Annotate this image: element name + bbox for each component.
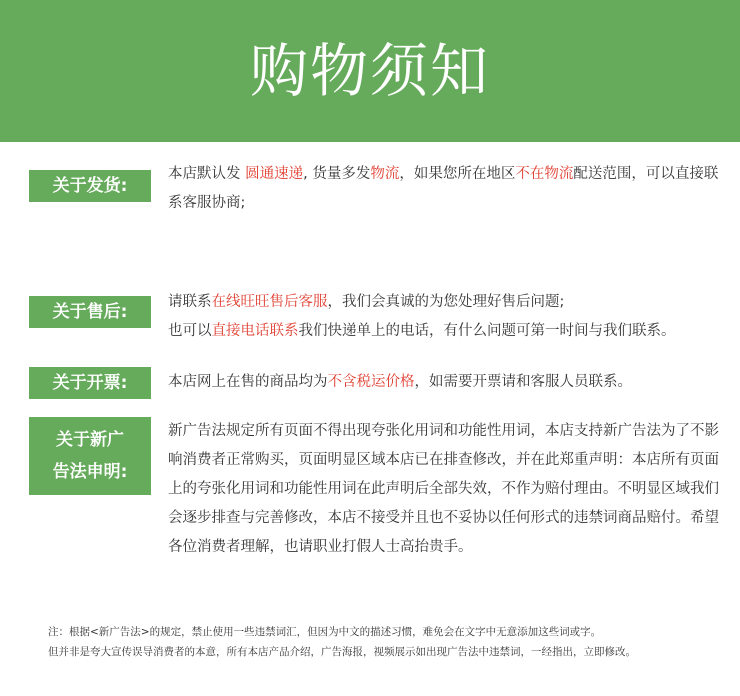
shipping-red-3: 不在物流 xyxy=(515,166,574,182)
text-shipping xyxy=(168,160,720,218)
label-shipping: 关于发货: xyxy=(29,170,151,202)
aftersale-line1-b: ，我们会真诚的为您处理好售后问题; xyxy=(327,294,565,310)
label-invoice: 关于开票: xyxy=(29,367,151,399)
adlaw-label-line1: 关于新广 xyxy=(56,430,124,450)
footnote xyxy=(48,622,728,662)
adlaw-label-line2: 告法申明: xyxy=(52,462,128,482)
shipping-text-3: ，如果您所在地区 xyxy=(399,166,516,182)
aftersale-line1-a: 请联系 xyxy=(168,294,212,310)
aftersale-line1-red: 在线旺旺售后客服 xyxy=(211,294,328,310)
footnote-line-1: 注：根据<新广告法>的规定，禁止使用一些违禁词汇，但因为中文的描述习惯，难免会在文字中无意添加这些词或字。 xyxy=(48,626,602,638)
text-invoice xyxy=(168,368,720,397)
shipping-red-2: 物流 xyxy=(370,166,400,182)
shipping-paragraph xyxy=(168,160,720,218)
aftersale-line2-red: 直接电话联系 xyxy=(211,323,299,339)
text-aftersale xyxy=(168,288,720,346)
aftersale-line2-b: 我们快递单上的电话，有什么问题可第一时间与我们联系。 xyxy=(298,323,676,339)
shipping-text-4: 配送范围，可以直接联系客服协商; xyxy=(168,166,719,211)
invoice-b: ，如需要开票请和客服人员联系。 xyxy=(414,374,632,390)
shipping-text-2: , 货量多发 xyxy=(303,166,371,182)
footnote-line-2: 但并非是夸大宣传误导消费者的本意，所有本店产品介绍，广告海报，视频展示如出现广告法中违禁词，一经指出，立即修改。 xyxy=(48,646,636,658)
shipping-red-1: 圆通速递 xyxy=(245,166,304,182)
invoice-red: 不含税运价格 xyxy=(327,374,415,390)
aftersale-line-2 xyxy=(168,317,720,346)
shipping-text-1: 本店默认发 xyxy=(168,166,246,182)
adlaw-paragraph: 新广告法规定所有页面不得出现夸张化用词和功能性用词，本店支持新广告法为了不影响消费者正常购买，页面明显区域本店已在排查修改，并在此郑重声明：本店所有页面上的夸张化用词和功能性用词在此声明后全部失效，不作为赔付理由。不明显区域我们会逐步排查与完善修改，本店不接受并且也不妥协以任何形式的违禁词商品赔付。希望各位消费者理解，也请职业打假人士高抬贵手。 xyxy=(168,423,719,555)
header-banner xyxy=(0,0,740,142)
label-aftersale: 关于售后: xyxy=(29,296,151,328)
aftersale-line2-a: 也可以 xyxy=(168,323,212,339)
text-adlaw xyxy=(168,417,720,562)
label-adlaw xyxy=(29,417,151,495)
invoice-line xyxy=(168,368,720,397)
aftersale-line-1 xyxy=(168,288,720,317)
page-title: 购物须知 xyxy=(249,37,490,105)
invoice-a: 本店网上在售的商品均为 xyxy=(168,374,328,390)
